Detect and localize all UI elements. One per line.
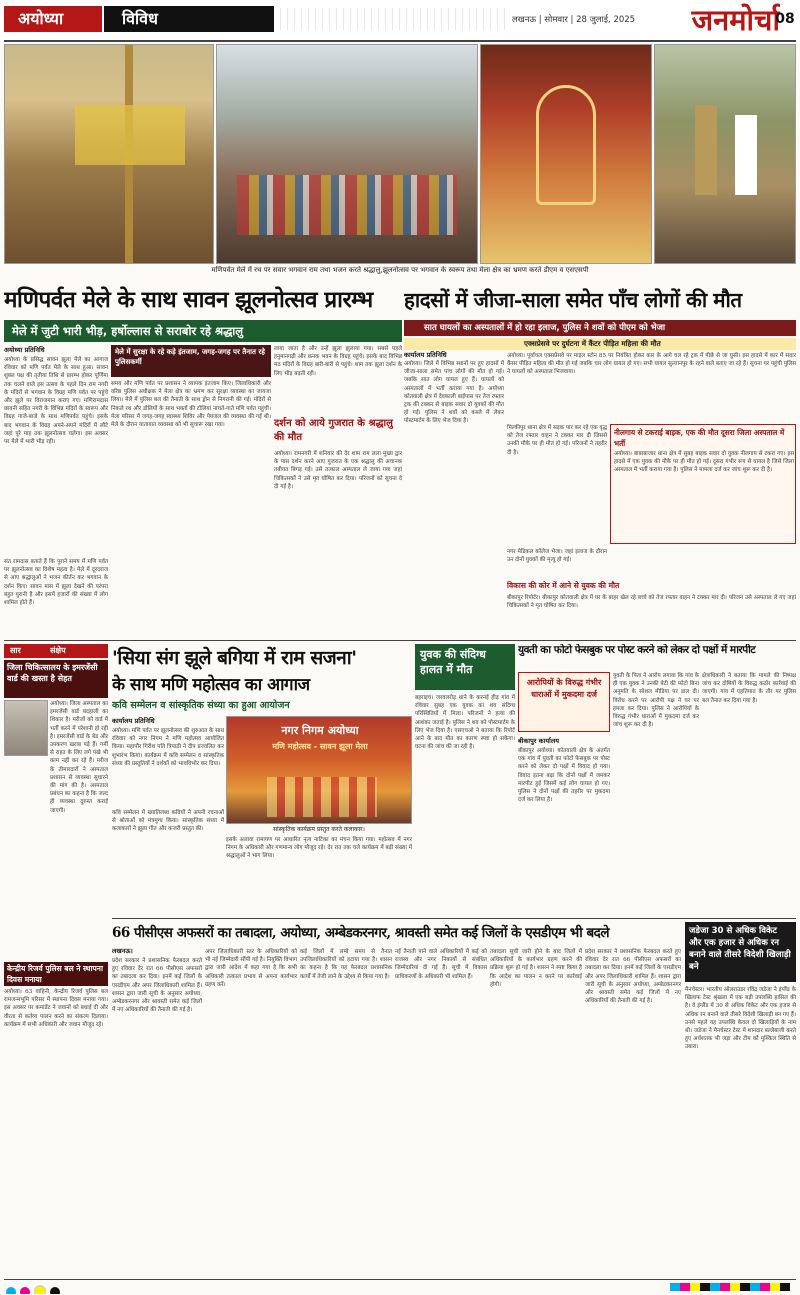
sidebar-label-saar: सार xyxy=(10,646,21,655)
sidebar-header xyxy=(4,644,108,658)
story1-byline: अयोध्या प्रतिनिधि xyxy=(4,346,45,354)
page-number: 08 xyxy=(775,11,795,27)
lower-rule xyxy=(112,918,796,919)
story3-byline: कार्यालय प्रतिनिधि xyxy=(112,717,155,725)
story1-column-3b: अयोध्या। रामनगरी में शनिवार की देर शाम राम लला मुख्य द्वार के पास दर्शन करने आए गुजरात के एक श्रद्धालु की अचानक तबीयत बिगड़ गई। उसे तत्काल अस्पताल ले जाया गया जहां चिकित्सकों ने उसे मृत घोषित कर दिया। परिजनों को सूचना दे दी गई है। xyxy=(274,451,402,490)
sidebar-label-sankshep: संक्षेप xyxy=(50,646,66,655)
stage-banner-subtitle: मणि महोत्सव - सावन झूला मेला xyxy=(272,742,368,751)
masthead-rule xyxy=(4,40,796,42)
story2-column-2: अयोध्या। पूर्वांचल एक्सप्रेसवे पर माइल स्टोन 85 पर नियंत्रित होकर कार के आगे चल रहे ट्रक में पीछे से जा घुसी। इस हादसे में कार में सवार कैंसर पीड़ित महिला की मौत हो गई जबकि चार लोग घायल हो गए। सभी घायल सुल्तानपुर के रहने वाले बताए जा रहे हैं। सूचना पर पहुंची पुलिस ने घायलों को अस्पताल भिजवाया। xyxy=(507,353,796,376)
photo-dm-ssp-inspection xyxy=(654,44,796,264)
story3-column-1: अयोध्या। मणि पर्वत पर झूलनोत्सव की शुरुआत के साथ रविवार को नगर निगम ने मणि महोत्सव आयोजित किया। महापौर गिरीश पति त्रिपाठी ने दीप प्रज्वलित कर शुभारंभ किया। कार्यक्रम में कवि सम्मेलन व सांस्कृतिक संध्या की प्रस्तुतियों ने दर्शकों को भावविभोर कर दिया। xyxy=(112,728,224,767)
story4-text: बहराइच। जरवलरोड़ थाने के करनई हीड़ गांव में रविवार सुबह एक युवक का शव संदिग्ध परिस्थितियों में मिला। परिजनों ने हत्या की आशंका जताई है। पुलिस ने शव को पोस्टमार्टम के लिए भेज दिया है। एसएचओ ने बताया कि रिपोर्ट आने के बाद मौत का कारण स्पष्ट हो सकेगा। घटना की जांच की जा रही है। xyxy=(415,695,515,751)
story6-byline: लखनऊ। xyxy=(112,947,133,955)
story7-text: मैनचेस्टर। भारतीय ऑलराउंडर रविंद्र जडेजा ने इंग्लैंड के खिलाफ टेस्ट श्रृंखला में एक बड़ी उपलब्धि हासिल की है। वे इंग्लैंड में 30 से अधिक विकेट और एक हजार से अधिक रन बनाने वाले तीसरे विदेशी खिलाड़ी बन गए हैं। उनसे पहले यह उपलब्धि केवल दो खिलाड़ियों के नाम थी। जडेजा ने मैनचेस्टर टेस्ट में शानदार बल्लेबाजी करते हुए अर्धशतक भी जड़ा और टीम को मुश्किल स्थिति से उबारा। xyxy=(685,987,796,1051)
story3-headline-2: के साथ मणि महोत्सव का आगाज xyxy=(112,675,310,695)
story6-column-6: प्रदेश सरकार ने प्रशासनिक फेरबदल करते हुए रविवार देर रात 66 पीसीएस अफसरों का तबादला कर दिया। इनमें कई जिलों के एसडीएम और अपर जिलाधिकारी शामिल हैं। शासन द्वारा जारी सूची के अनुसार अयोध्या, अम्बेडकरनगर और श्रावस्ती समेत कई जिलों में नए अधिकारियों की तैनाती की गई है। xyxy=(585,949,681,1005)
sidebar-crpf-headline: केन्द्रीय रिजर्व पुलिस बल ने स्थापना दिवस मनाया xyxy=(4,962,108,986)
story2-headline: हादसों में जीजा-साला समेत पाँच लोगों की मौत xyxy=(404,288,742,312)
crowd-colors xyxy=(237,175,457,235)
cmyk-registration-marks xyxy=(6,1282,126,1294)
story5-column-2: युवती के पिता ने आरोप लगाया कि गांव के ही एक युवक ने उनकी बेटी की फोटो बिना अनुमति के सोशल मीडिया पर डाल दी। विरोध करने पर आरोपी पक्ष ने घर पर हमला कर दिया। पुलिस ने आरोपियों के विरुद्ध गंभीर धाराओं में मुकदमा दर्ज कर जांच शुरू कर दी है। xyxy=(613,673,699,729)
story2-column-2b: मिल्कीपुर थाना क्षेत्र में सड़क पार कर रहे एक वृद्ध को तेज रफ्तार वाहन ने टक्कर मार दी जिससे उनकी मौके पर ही मौत हो गई। परिजनों ने तहरीर दी है। xyxy=(507,425,607,456)
story6-column-5: तबादला सूची जारी होने के बाद जिलों में अधिकारियों के कार्यभार ग्रहण करने की प्रक्रिया शुरू हो गई है। शासन ने स्पष्ट किया है कि आदेश का पालन न करने पर कार्रवाई होगी। xyxy=(490,949,582,988)
newspaper-brand: जनमोर्चा xyxy=(691,3,780,37)
story6-column-4: नई तैनाती पाने वाले अधिकारियों में कई को राजस्व और नगर निकायों से संबंधित जिम्मेदारियां दी गई हैं। सूची में विकास प्राधिकरणों के अधिकारी भी शामिल हैं। xyxy=(395,949,487,980)
story1-column-3: लाया जाता है और उन्हें झूला झुलाया गया। सबसे पहले हनुमानगढ़ी और कनक भवन के विग्रह पहुंचे। इसके बाद विभिन्न मठ मंदिरों के विग्रह बारी-बारी से पहुंचे। शाम तक झूला दर्शन के लिए भीड़ बढ़ती रही। xyxy=(274,346,402,377)
dateline: लखनऊ | सोमवार | 28 जुलाई, 2025 xyxy=(512,15,636,25)
top-photo-caption: मणिपर्वत मेले में रथ पर सवार भगवान राम तथा भजन करते श्रद्धालु,झूलनोत्सव पर भगवान के स्वरूप तथा मेला क्षेत्र का भ्रमण करते डीएम व एसएसपी xyxy=(211,266,589,274)
sidebar-hospital-text: अयोध्या। जिला अस्पताल का इमरजेंसी वार्ड बदहाली का शिकार है। मरीजों को वार्ड में भर्ती करने में परेशानी हो रही है। इमरजेंसी वार्ड के बेड और उपकरण खराब पड़े हैं। गर्मी से राहत के लिए लगे पंखे भी काम नहीं कर रहे हैं। मरीज के तीमारदारों ने अस्पताल प्रशासन से व्यवस्था सुधारने की मांग की है। अस्पताल प्रबंधन का कहना है कि जल्द ही व्यवस्था दुरुस्त कराई जाएगी। xyxy=(50,701,108,814)
photo-chariot-procession xyxy=(4,44,214,264)
officer-figure xyxy=(695,105,717,195)
story6-column-3: कई जिलों में लम्बे समय से तैनात उपजिलाधिकारियों को हटाया गया है। शासन का कहना है कि यह फेरबदल प्रशासनिक कार्यों में तेजी लाने के उद्देश्य से किया गया है। xyxy=(300,949,392,980)
photo-deity-swing xyxy=(480,44,652,264)
masthead xyxy=(0,0,800,42)
story1-column-1: अयोध्या के प्रसिद्ध सावन झूला मेले का आगाज रविवार को मणि पर्वत मेले के साथ हुआ। सावन शुक्ल पक्ष की तृतीया तिथि से प्रारम्भ होकर पूर्णिमा तक चलने वाले इस उत्सव के पहले दिन राम नगरी के मंदिरों से भगवान के विग्रह मणि पर्वत पर पहुंचे और झूले पर विराजमान कराए गए। मणिरामदास छावनी सहित नगरी के विभिन्न मंदिरों के स्वरूप और विग्रह गाजे-बाजे के साथ मणिपर्वत पहुंचे। इसके बाद भगवान के विग्रह अपने-अपने मंदिरों में लौटे जहां पूरे माह तक झूलनोत्सव चलेगा। इस अवसर पर मेले में भारी भीड़ रही। xyxy=(4,357,108,446)
story3-photo-caption: सांस्कृतिक कार्यक्रम प्रस्तुत करते कलाकार। xyxy=(273,826,365,833)
yellow-dot xyxy=(34,1285,46,1294)
story1-headline: मणिपर्वत मेले के साथ सावन झूलनोत्सव प्रारम्भ xyxy=(4,287,373,313)
story1-column-2: समय और मणि पर्वत पर प्रशासन ने व्यापक इंतजाम किए। जिलाधिकारी और वरिष्ठ पुलिस अधीक्षक ने मेला क्षेत्र का भ्रमण कर सुरक्षा व्यवस्था का जायजा लिया। मेले में पुलिस बल की तैनाती के साथ ड्रोन से निगरानी की गई। मंदिरों से निकले रथ और डोलियों के साथ भक्तों की टोलियां नाचते-गाते मणि पर्वत पहुंचीं। मेला परिसर में जगह-जगह स्वास्थ्य शिविर और पेयजल की व्यवस्था की गई थी। मेले के दौरान यातायात व्यवस्था को भी सुचारू रखा गया। xyxy=(111,381,271,429)
story4-headline: युवक की संदिग्ध हालत में मौत xyxy=(415,644,515,690)
section-label-ayodhya: अयोध्या xyxy=(4,6,102,32)
story1-subhead: मेले में जुटी भारी भीड़, हर्षोल्लास से सराबोर रहे श्रद्धालु xyxy=(4,320,402,342)
story1-security-inset-title: मेले में सुरक्षा के रहे कड़े इंतजाम, जगह-जगह पर तैनात रहे पुलिसकर्मी xyxy=(111,345,271,377)
story7-headline: जडेजा 30 से अधिक विकेट और एक हजार से अधिक रन बनाने वाले तीसरे विदेशी खिलाड़ी बने xyxy=(685,922,796,982)
story6-headline: 66 पीसीएस अफसरों का तबादला, अयोध्या, अम्बेडकरनगर, श्रावस्ती समेत कई जिलों के एसडीएम भी बदले xyxy=(112,925,609,941)
story1-column-1b: संत रामदास बताते हैं कि पुराने समय में मणि पर्वत पर झूलनोत्सव का विशेष महत्व है। मेले में दूरदराज से आए श्रद्धालुओं ने भजन कीर्तन कर भगवान के दर्शन किए। सावन मास में झूला देखने की परंपरा बहुत पुरानी है और इसमें हजारों की संख्या में लोग शामिल होते हैं। xyxy=(4,559,108,607)
official-figure xyxy=(735,115,757,195)
story2-byline: कार्यालय प्रतिनिधि xyxy=(404,351,447,359)
masthead-pattern xyxy=(280,8,505,30)
story1-gujarat-subhead: दर्शन को आये गुजरात के श्रद्धालु की मौत xyxy=(274,418,393,443)
story2-expressway-banner: एक्सप्रेसवे पर दुर्घटना में कैंटर पीड़ित महिला की मौत xyxy=(404,338,796,350)
story3-column-2: कवि सम्मेलन में ख्यातिलब्ध कवियों ने अपनी रचनाओं से श्रोताओं को मंत्रमुग्ध किया। सांस्कृतिक संध्या में कलाकारों ने झूला गीत और कजरी प्रस्तुत की। xyxy=(112,810,224,833)
photo-mani-mahotsav-stage xyxy=(226,716,412,824)
sidebar-hospital-headline: जिला चिकित्सालय के इमरजेंसी वार्ड की खस्ता है सेहत xyxy=(4,660,108,698)
story2-nilgai-title: नीलगाय से टकराई बाइक, एक की मौत दूसरा जिला अस्पताल में भर्ती xyxy=(614,428,785,448)
stage-banner-title: नगर निगम अयोध्या xyxy=(281,724,359,737)
photo-crowd-mela xyxy=(216,44,478,264)
story5-inset: आरोपियों के विरुद्ध गंभीर धाराओं में मुकदमा दर्ज xyxy=(518,672,610,732)
footer-rule xyxy=(4,1279,796,1280)
story2-nilgai-text: अयोध्या। बाबाबाजार थाना क्षेत्र में सुबह बाइक सवार दो युवक नीलगाय से टकरा गए। इस हादसे में एक युवक की मौके पर ही मौत हो गई। दूसरा गंभीर रूप से घायल है जिसे जिला अस्पताल में भर्ती कराया गया है। पुलिस ने मामला दर्ज कर जांच शुरू कर दी है। xyxy=(614,451,794,474)
sidebar-crpf-text: अयोध्या। 63 वाहिनी, केन्द्रीय रिजर्व पुलिस बल रामजन्मभूमि परिसर में स्थापना दिवस मनाया गया। इस अवसर पर कमांडेंट ने जवानों को बधाई दी और वीरता से कर्तव्य पालन करने का संकल्प दिलाया। कार्यक्रम में सभी अधिकारी और जवान मौजूद रहे। xyxy=(4,989,108,1028)
story6-column-1: प्रदेश सरकार ने प्रशासनिक फेरबदल करते हुए रविवार देर रात 66 पीसीएस अफसरों का तबादला कर दिया। इनमें कई जिलों के एसडीएम और अपर जिलाधिकारी शामिल हैं। शासन द्वारा जारी सूची के अनुसार अयोध्या, अम्बेडकरनगर और श्रावस्ती समेत कई जिलों में नए अधिकारियों की तैनाती की गई है। xyxy=(112,958,202,1014)
story3-headline: 'सिया संग झूले बगिया में राम सजना' xyxy=(112,647,357,669)
story5-headline: युवती का फोटो फेसबुक पर पोस्ट करने को लेकर दो पक्षों में मारपीट xyxy=(518,644,756,656)
story2-column-3b: बीकापुर रिपोर्टर। बीकापुर कोतवाली क्षेत्र में घर के बाहर खेल रहे बच्चे को तेज रफ्तार वाहन ने टक्कर मार दी। परिजन उसे अस्पताल ले गए जहां चिकित्सकों ने मृत घोषित कर दिया। xyxy=(507,595,796,610)
story5-column-3: क्षेत्राधिकारी ने बताया कि मामले की निष्पक्ष जांच कर दोषियों के विरुद्ध कठोर कार्रवाई की जाएगी। गांव में एहतियात के तौर पर पुलिस बल तैनात कर दिया गया है। xyxy=(702,673,796,704)
story2-column-1: अयोध्या। जिले में विभिन्न स्थानों पर हुए हादसों में जीजा-साला समेत पांच लोगों की मौत हो गई। जबकि सात लोग घायल हुए हैं। घायलों को अस्पतालों में भर्ती कराया गया है। अयोध्या कोतवाली क्षेत्र में देवकाली बाईपास पर तेज रफ्तार ट्रक की टक्कर से बाइक सवार दो युवकों की मौत हो गई। पुलिस ने शवों को कब्जे में लेकर पोस्टमार्टम के लिए भेज दिया है। xyxy=(404,361,504,425)
cyan-dot xyxy=(6,1287,16,1294)
story3-subhead: कवि सम्मेलन व सांस्कृतिक संध्या का हुआ आयोजन xyxy=(112,700,290,711)
color-bar xyxy=(670,1283,790,1291)
magenta-dot xyxy=(20,1287,30,1294)
story5-column-1: बीकापुर अयोध्या। कोतवाली क्षेत्र के अंतर्गत एक गांव में युवती का फोटो फेसबुक पर पोस्ट करने को लेकर दो पक्षों में विवाद हो गया। विवाद इतना बढ़ा कि दोनों पक्षों में जमकर मारपीट हुई जिसमें कई लोग घायल हो गए। पुलिस ने दोनों पक्षों की तहरीर पर मुकदमा दर्ज कर लिया है। xyxy=(518,748,610,804)
story6-column-2: अपर जिलाधिकारी स्तर के अधिकारियों को भी नई जिम्मेदारी सौंपी गई है। नियुक्ति विभाग द्वारा जारी आदेश में कहा गया है कि सभी अधिकारी तत्काल प्रभाव से अपना कार्यभार ग्रहण करें। xyxy=(205,949,297,988)
story2-column-3: नगर मेडिकल कॉलेज भेजा। जहां इलाज के दौरान उन दोनों युवकों की मृत्यु हो गई। xyxy=(507,549,607,564)
black-dot xyxy=(50,1287,60,1294)
story2-subhead: सात घायलों का अस्पतालों में हो रहा इलाज, पुलिस ने शवों को पीएम को भेजा xyxy=(404,320,796,336)
story2-vikas-subhead: विकास की कोर में आने से युवक की मौत xyxy=(507,581,620,590)
story5-byline: बीकापुर कार्यालय xyxy=(518,737,559,745)
story2-nilgai-inset xyxy=(610,424,796,544)
story3-column-3: इसके अलावा रामायण पर आधारित नृत्य नाटिका का मंचन किया गया। महोत्सव में नगर निगम के अधिकारी और गणमान्य लोग मौजूद रहे। देर रात तक चले कार्यक्रम में बड़ी संख्या में श्रद्धालुओं ने भाग लिया। xyxy=(226,837,412,860)
swing-frame xyxy=(536,85,596,205)
saffron-flags xyxy=(75,105,185,165)
stage-performers xyxy=(267,777,377,817)
section-label-vividh: विविध xyxy=(104,6,274,32)
mid-rule xyxy=(4,640,796,641)
